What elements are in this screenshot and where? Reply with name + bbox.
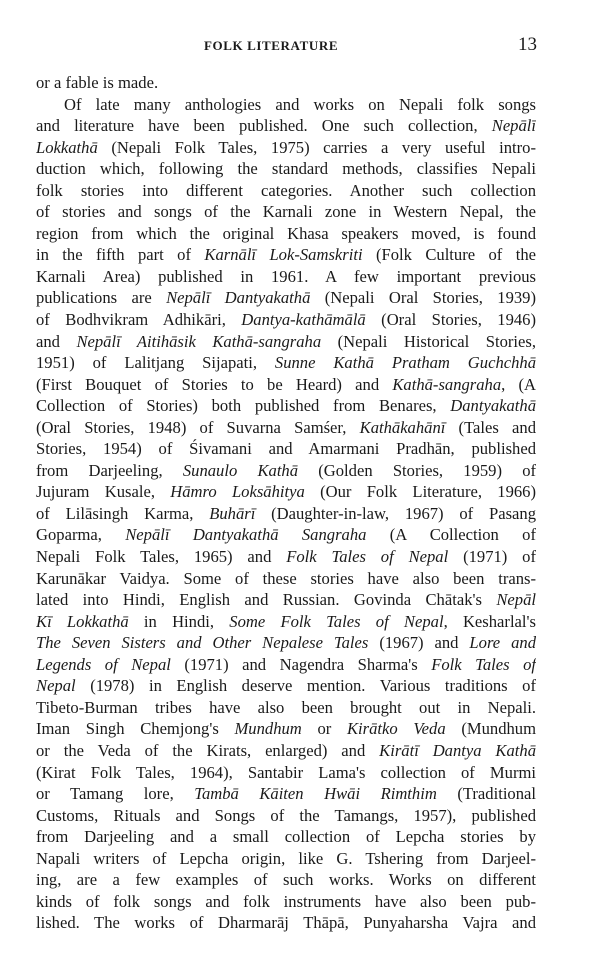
running-title: FOLK LITERATURE [204, 38, 339, 53]
text-line: 1951) of Lalitjang Sijapati, Sunne Kathā Pratham Guchchhā [36, 353, 536, 373]
text-line: Nepali Folk Tales, 1965) and Folk Tales of Nepal (1971) of [36, 547, 536, 567]
body-text [36, 72, 536, 934]
text-line: Legends of Nepal (1971) and Nagendra Sharma's Folk Tales of [36, 654, 536, 674]
text-line: or the Veda of the Kirats, enlarged) and Kirātī Dantya Kathā [36, 740, 536, 760]
text-line: Kī Lokkathā in Hindi, Some Folk Tales of Nepal, Kesharlal's [36, 611, 536, 631]
text-line: Stories, 1954) of Śivamani and Amarmani Pradhān, published [36, 439, 536, 459]
text-line: region from which the original Khasa speakers moved, is found [36, 223, 536, 243]
text-line: Nepal (1978) in English deserve mention. Various traditions of [36, 676, 536, 696]
text-line: (Oral Stories, 1948) of Suvarna Samśer, Kathākahānī (Tales and [36, 417, 536, 437]
text-line: Napali writers of Lepcha origin, like G. Tshering from Darjeel- [36, 848, 536, 868]
text-line: lated into Hindi, English and Russian. Govinda Chātak's Nepāl [36, 590, 536, 610]
text-line: publications are Nepālī Dantyakathā (Nepali Oral Stories, 1939) [36, 288, 536, 308]
text-line: from Darjeeling and a small collection of Lepcha stories by [36, 827, 536, 847]
text-line: Iman Singh Chemjong's Mundhum or Kirātko Veda (Mundhum [36, 719, 536, 739]
text-line: The Seven Sisters and Other Nepalese Tales (1967) and Lore and [36, 633, 536, 653]
text-line: Jujuram Kusale, Hāmro Loksāhitya (Our Folk Literature, 1966) [36, 482, 536, 502]
text-line: Customs, Rituals and Songs of the Tamangs, 1957), published [36, 805, 536, 825]
text-line: from Darjeeling, Sunaulo Kathā (Golden Stories, 1959) of [36, 460, 536, 480]
text-line: Goparma, Nepālī Dantyakathā Sangraha (A Collection of [36, 525, 536, 545]
page-number: 13 [518, 34, 537, 55]
text-line: or a fable is made. [36, 73, 159, 92]
text-line: of Bodhvikram Adhikāri, Dantya-kathāmālā (Oral Stories, 1946) [36, 310, 536, 330]
text-line: kinds of folk songs and folk instruments have also been pub- [36, 891, 536, 911]
text-line: duction which, following the standard methods, classifies Nepali [36, 159, 536, 179]
text-line: Tibeto-Burman tribes have also been brought out in Nepali. [36, 697, 536, 717]
text-line: Karunākar Vaidya. Some of these stories have also been trans- [36, 568, 536, 588]
text-line: ing, are a few examples of such works. Works on different [36, 870, 536, 890]
running-head [0, 36, 600, 60]
text-line: (First Bouquet of Stories to be Heard) and Kathā-sangraha, (A [36, 374, 536, 394]
text-line: Lokkathā (Nepali Folk Tales, 1975) carries a very useful intro- [36, 137, 536, 157]
text-line: in the fifth part of Karnālī Lok-Samskriti (Folk Culture of the [36, 245, 536, 265]
text-line: folk stories into different categories. Another such collection [36, 180, 536, 200]
text-line: of Lilāsingh Karma, Buhārī (Daughter-in-law, 1967) of Pasang [36, 503, 536, 523]
text-line: lished. The works of Dharmarāj Thāpā, Punyaharsha Vajra and [36, 913, 536, 933]
text-line: Collection of Stories) both published from Benares, Dantyakathā [36, 396, 536, 416]
text-line: (Kirat Folk Tales, 1964), Santabir Lama's collection of Murmi [36, 762, 536, 782]
text-line: of stories and songs of the Karnali zone in Western Nepal, the [36, 202, 536, 222]
text-line: or Tamang lore, Tambā Kāiten Hwāi Rimthim (Traditional [36, 784, 536, 804]
text-line: and literature have been published. One such collection, Nepālī [36, 116, 536, 136]
text-line: Of late many anthologies and works on Nepali folk songs [64, 94, 536, 114]
text-line: and Nepālī Aitihāsik Kathā-sangraha (Nepali Historical Stories, [36, 331, 536, 351]
text-line: Karnali Area) published in 1961. A few important previous [36, 266, 536, 286]
